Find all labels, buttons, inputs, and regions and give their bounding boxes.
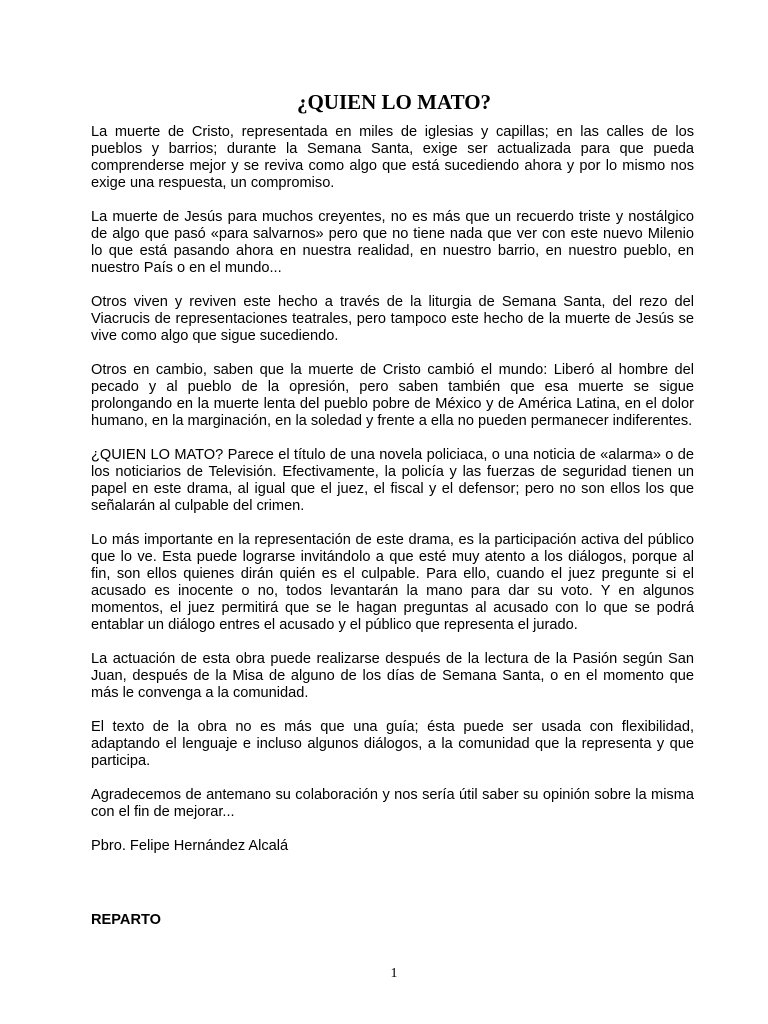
paragraph: Lo más importante en la representación de este drama, es la participación activa del público que lo ve. Esta puede lograrse invitándolo a que esté muy atento a los diálogos, porque al fin, son ellos quienes dirán quién es el culpable. Para ello, cuando el juez pregunte si el acusado es inocente o no, todos levantarán la mano para dar su voto. Y en algunos momentos, el juez permitirá que se le hagan preguntas al acusado con lo que se podrá entablar un diálogo entres el acusado y el público que representa el jurado. [91, 532, 694, 633]
page-number: 1 [390, 966, 398, 981]
paragraph: Otros en cambio, saben que la muerte de Cristo cambió el mundo: Liberó al hombre del pecado y al pueblo de la opresión, pero saben también que esa muerte se sigue prolongando en la muerte lenta del pueblo pobre de México y de América Latina, en el dolor humano, en la marginación, en la soledad y frente a ella no pueden permanecer indiferentes. [91, 362, 694, 429]
document-body [91, 124, 694, 872]
paragraph: La muerte de Jesús para muchos creyentes, no es más que un recuerdo triste y nostálgico de algo que pasó «para salvarnos» pero que no tiene nada que ver con este nuevo Milenio lo que está pasando ahora en nuestra realidad, en nuestro barrio, en nuestro pueblo, en nuestro País o en el mundo... [91, 209, 694, 276]
paragraph: El texto de la obra no es más que una guía; ésta puede ser usada con flexibilidad, adaptando el lenguaje e incluso algunos diálogos, a la comunidad que la representa y que participa. [91, 719, 694, 769]
paragraph: Agradecemos de antemano su colaboración y nos sería útil saber su opinión sobre la misma con el fin de mejorar... [91, 787, 694, 820]
author-signature: Pbro. Felipe Hernández Alcalá [91, 838, 289, 854]
paragraph: Otros viven y reviven este hecho a través de la liturgia de Semana Santa, del rezo del Viacrucis de representaciones teatrales, pero tampoco este hecho de la muerte de Jesús se vive como algo que sigue sucediendo. [91, 294, 694, 344]
section-heading-reparto: REPARTO [91, 912, 162, 928]
page-title: ¿QUIEN LO MATO? [296, 90, 492, 114]
paragraph: ¿QUIEN LO MATO? Parece el título de una novela policiaca, o una noticia de «alarma» o de los noticiarios de Televisión. Efectivamente, la policía y las fuerzas de seguridad tienen un papel en este drama, al igual que el juez, el fiscal y el defensor; pero no son ellos los que señalarán al culpable del crimen. [91, 447, 694, 514]
paragraph: La actuación de esta obra puede realizarse después de la lectura de la Pasión según San Juan, después de la Misa de alguno de los días de Semana Santa, o en el momento que más le convenga a la comunidad. [91, 651, 694, 701]
paragraph: La muerte de Cristo, representada en miles de iglesias y capillas; en las calles de los pueblos y barrios; durante la Semana Santa, exige ser actualizada para que pueda comprenderse mejor y se reviva como algo que está sucediendo ahora y por lo mismo nos exige una respuesta, un compromiso. [91, 124, 694, 191]
